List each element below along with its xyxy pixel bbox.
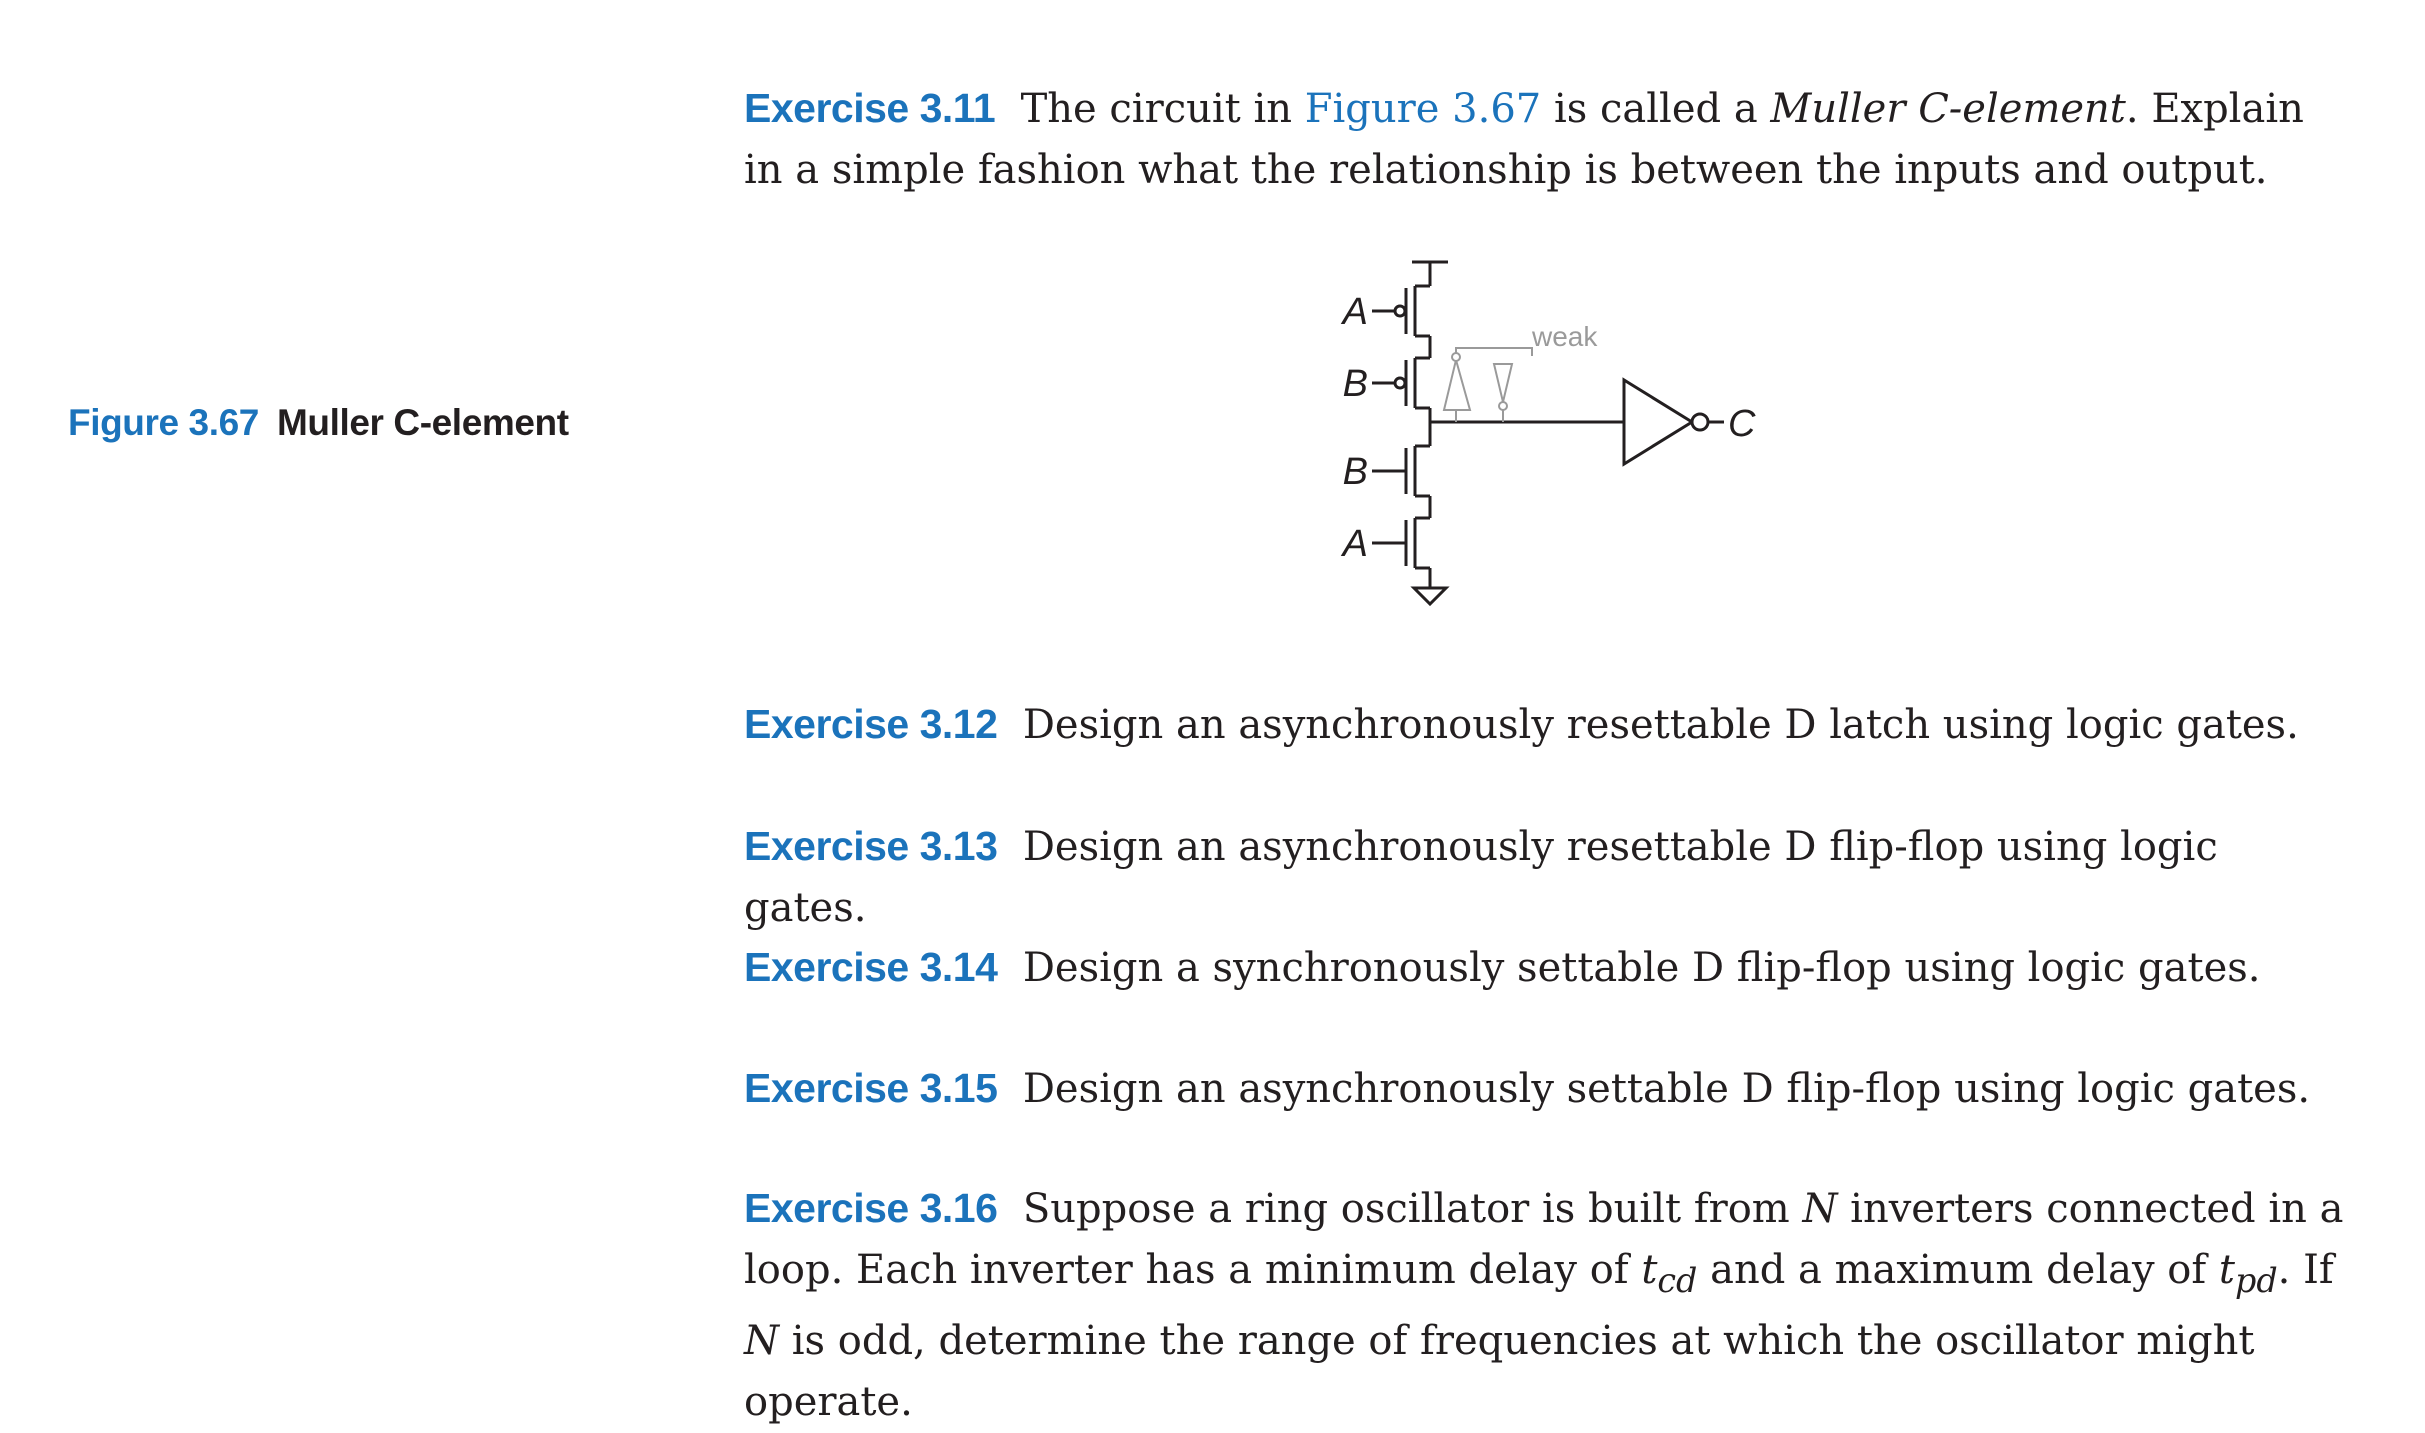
transistor-stack xyxy=(1372,262,1624,604)
exercise-text: is called a xyxy=(1541,86,1771,132)
keeper-inverter-down xyxy=(1494,364,1512,402)
variable-n: N xyxy=(1802,1186,1838,1232)
figure-number: Figure 3.67 xyxy=(68,402,259,443)
figure-caption xyxy=(68,402,569,444)
exercise-number: Exercise 3.13 xyxy=(744,823,998,869)
subscript-cd: cd xyxy=(1657,1261,1698,1300)
exercise-text: inverters connected in a loop. Each inverter has a minimum delay of xyxy=(744,1186,2344,1293)
subscript-pd: pd xyxy=(2235,1261,2278,1300)
variable-tpd: t xyxy=(2218,1247,2235,1293)
exercise-text: Design a synchronously settable D flip-flop using logic gates. xyxy=(1022,945,2261,991)
exercise-text: . If xyxy=(2277,1247,2334,1293)
exercise-text: Suppose a ring oscillator is built from xyxy=(1022,1186,1803,1232)
exercise-3-16 xyxy=(744,1178,2344,1433)
bubble-icon xyxy=(1395,306,1405,316)
exercise-text: and a maximum delay of xyxy=(1697,1247,2219,1293)
exercise-text: Design an asynchronously settable D flip-flop using logic gates. xyxy=(1022,1066,2311,1112)
input-label-a: A xyxy=(1342,291,1368,333)
weak-keeper xyxy=(1444,348,1532,422)
input-label-b: B xyxy=(1342,451,1368,493)
exercise-number: Exercise 3.11 xyxy=(744,85,996,131)
exercise-3-14 xyxy=(744,937,2344,999)
exercise-3-15 xyxy=(744,1058,2344,1120)
output-label-c: C xyxy=(1728,403,1756,445)
exercise-text: is odd, determine the range of frequencies at which the oscillator might operate. xyxy=(744,1318,2255,1425)
exercise-number: Exercise 3.12 xyxy=(744,701,998,747)
bubble-icon xyxy=(1692,414,1708,430)
variable-tcd: t xyxy=(1641,1247,1658,1293)
exercise-3-11 xyxy=(744,78,2344,201)
ground-icon xyxy=(1414,588,1446,604)
output-inverter xyxy=(1624,380,1724,464)
exercise-number: Exercise 3.16 xyxy=(744,1185,998,1231)
keeper-inverter-up xyxy=(1444,360,1470,410)
weak-label: weak xyxy=(1532,321,1598,352)
figure-link[interactable]: Figure 3.67 xyxy=(1304,86,1542,132)
exercise-3-13 xyxy=(744,816,2344,939)
exercise-number: Exercise 3.15 xyxy=(744,1065,998,1111)
figure-title: Muller C-element xyxy=(276,402,569,443)
muller-c-element-diagram xyxy=(1300,250,1820,620)
bubble-icon xyxy=(1395,378,1405,388)
inverter-icon xyxy=(1624,380,1692,464)
term: Muller C-element xyxy=(1770,86,2126,132)
exercise-text: Design an asynchronously resettable D flip-flop using logic gates. xyxy=(744,824,2218,931)
variable-n: N xyxy=(744,1318,779,1364)
exercise-3-12 xyxy=(744,694,2344,756)
input-label-a: A xyxy=(1342,523,1368,565)
input-label-b: B xyxy=(1342,363,1368,405)
exercise-text: . Explain in a simple fashion what the relationship is between the inputs and output. xyxy=(744,86,2304,193)
exercise-text: Design an asynchronously resettable D latch using logic gates. xyxy=(1022,702,2299,748)
exercise-number: Exercise 3.14 xyxy=(744,944,998,990)
exercise-text: The circuit in xyxy=(1020,86,1305,132)
